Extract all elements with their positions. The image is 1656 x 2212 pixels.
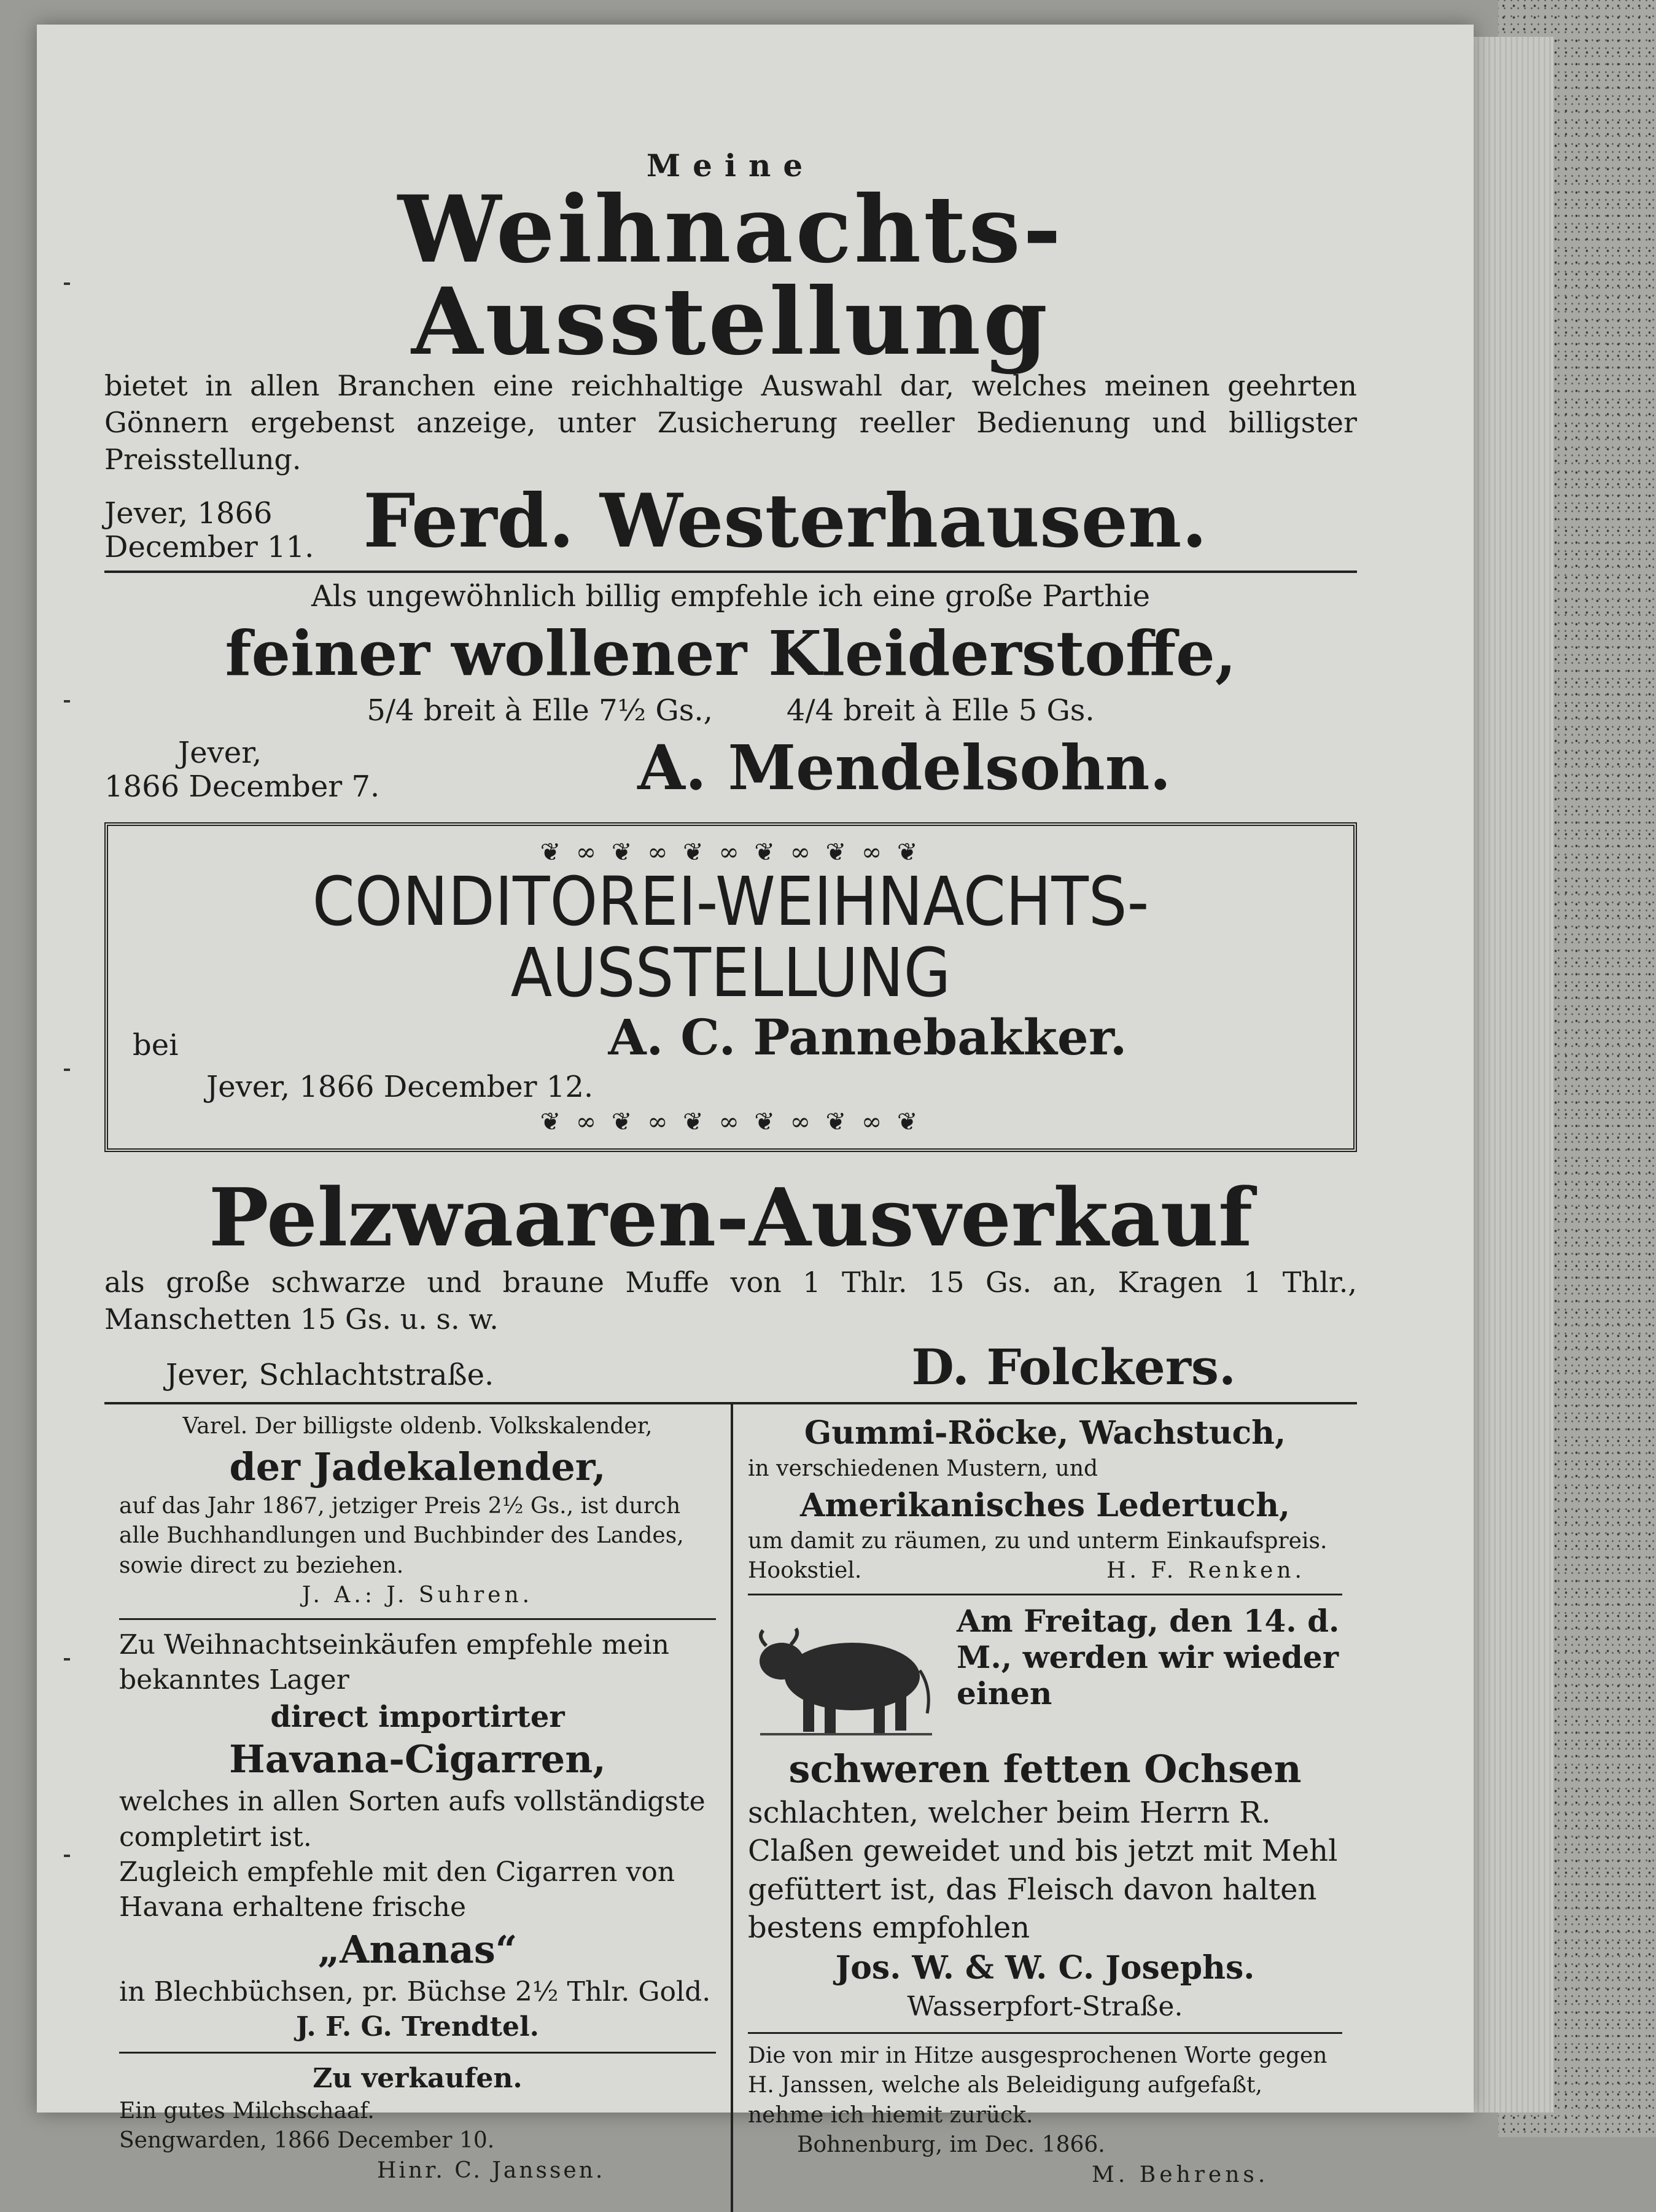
- ad-signature: J. A.: J. Suhren.: [301, 1583, 534, 1608]
- page-content: [104, 147, 1357, 2212]
- ad-text: bietet in allen Branchen eine reichhaltige Auswahl dar, welches meinen geehrten Gönnern ergebenst anzeige, unter Zusicherung reeller Bedienung und billigster Preisstellung.: [104, 369, 1357, 476]
- page-edges: [1474, 37, 1553, 2113]
- ad-prices: [104, 690, 1357, 731]
- binding-stitch: [64, 1855, 70, 1857]
- ad-signature: J. F. G. Trendtel.: [296, 2011, 539, 2043]
- left-column: [104, 1404, 731, 2212]
- ad-place: Hookstiel.: [748, 1558, 862, 1584]
- ad-street: Wasserpfort-Straße.: [907, 1991, 1183, 2023]
- ad-kicker: Meine: [646, 147, 815, 184]
- ad-headline: feiner wollener Kleiderstoffe,: [225, 617, 1237, 690]
- ad-text: in verschiedenen Mustern, und: [748, 1455, 1098, 1481]
- ad-place-date: Jever, 1866 December 12.: [206, 1070, 594, 1105]
- ad-place-date: Sengwarden, 1866 December 10.: [119, 2128, 495, 2154]
- ad-place-date: [104, 497, 314, 564]
- ad-text: Zugleich empfehle mit den Cigarren von Havana erhaltene frische: [119, 1856, 675, 1923]
- ad-text: Die von mir in Hitze ausgesprochenen Worte gegen H. Janssen, welche als Beleidigung aufgefaßt, nehme ich hiemit zurück.: [748, 2043, 1328, 2128]
- binding-stitch: [64, 282, 70, 285]
- ad-place: Jever, Schlachtstraße.: [166, 1357, 494, 1392]
- ad-footer: [748, 1556, 1342, 1586]
- ad-bei: bei: [133, 1028, 179, 1063]
- binding-stitch: [64, 1069, 70, 1071]
- binding-stitch: [64, 700, 70, 703]
- ad-title-ananas: „Ananas“: [317, 1927, 518, 1972]
- ad-place: Jever,: [178, 736, 262, 771]
- ad-zu-verkaufen: [119, 2061, 716, 2193]
- ad-title: Gummi-Röcke, Wachstuch,: [804, 1414, 1286, 1452]
- ad-footer: [133, 1008, 1329, 1066]
- ad-signature: M. Behrens.: [1092, 2162, 1269, 2187]
- ad-title: Zu verkaufen.: [313, 2063, 523, 2095]
- right-column: [731, 1404, 1357, 2212]
- ornament-border-top: ❦ ∞ ❦ ∞ ❦ ∞ ❦ ∞ ❦ ∞ ❦: [540, 838, 922, 867]
- ad-title: Amerikanisches Ledertuch,: [800, 1486, 1290, 1524]
- ad-jadekalender: [119, 1412, 716, 1620]
- ornament-border-bottom: ❦ ∞ ❦ ∞ ❦ ∞ ❦ ∞ ❦ ∞ ❦: [540, 1108, 922, 1137]
- ad-intro: Als ungewöhnlich billig empfehle ich eine große Parthie: [311, 579, 1150, 614]
- ad-text: um damit zu räumen, zu und unterm Einkaufspreis.: [748, 1528, 1328, 1554]
- two-column-ads: [104, 1402, 1357, 2212]
- ad-title: Weihnachts-Ausstellung: [397, 176, 1064, 376]
- ad-place-date: [104, 736, 379, 804]
- ad-conditorei-frame: [104, 822, 1357, 1152]
- ad-footer: [104, 1338, 1357, 1396]
- price-a: 5/4 breit à Elle 7½ Gs.,: [367, 693, 713, 728]
- price-b: 4/4 breit à Elle 5 Gs.: [786, 693, 1095, 728]
- ad-date: December 11.: [104, 530, 314, 565]
- ad-signature: D. Folckers.: [911, 1338, 1236, 1396]
- ad-gummi-roecke: [748, 1414, 1342, 1595]
- ad-havana-cigarren: [119, 1627, 716, 2054]
- ad-title: schweren fetten Ochsen: [788, 1746, 1302, 1791]
- binding-stitch: [64, 1658, 70, 1661]
- ad-text: welches in allen Sorten aufs vollständigste completirt ist.: [119, 1786, 706, 1853]
- ad-signature: Ferd. Westerhausen.: [363, 478, 1208, 565]
- ad-text: Ein gutes Milchschaaf.: [119, 2098, 375, 2124]
- ad-title: der Jadekalender,: [229, 1444, 606, 1489]
- ad-headline-line2: AUSSTELLUNG: [510, 933, 951, 1012]
- ad-weihnachts-ausstellung: [104, 147, 1357, 564]
- ad-signature: A. C. Pannebakker.: [608, 1008, 1127, 1067]
- ad-text: in Blechbüchsen, pr. Büchse 2½ Thlr. Gold.: [119, 1976, 711, 2008]
- ad-intro: Zu Weihnachtseinkäufen empfehle mein bekanntes Lager: [119, 1629, 669, 1696]
- ad-intro: Varel. Der billigste oldenb. Volkskalender,: [182, 1413, 653, 1439]
- ad-signature: Hinr. C. Janssen.: [377, 2157, 605, 2183]
- ad-title: Havana-Cigarren,: [229, 1737, 606, 1782]
- ad-ochsen: [748, 1603, 1342, 2034]
- ad-kleiderstoffe: [104, 579, 1357, 804]
- ad-signature: Jos. W. & W. C. Josephs.: [835, 1949, 1255, 1987]
- ad-subtitle: direct importirter: [270, 1700, 565, 1735]
- divider: [104, 571, 1357, 573]
- ad-place: Jever, 1866: [104, 496, 273, 531]
- ad-title: Pelzwaaren-Ausverkauf: [208, 1170, 1253, 1265]
- ad-date: 1866 December 7.: [104, 769, 380, 804]
- ad-behrens: [748, 2041, 1342, 2198]
- ad-headline-line1: CONDITOREI-WEIHNACHTS-: [312, 862, 1149, 941]
- ad-intro: Am Freitag, den 14. d. M., werden wir wieder einen: [957, 1602, 1340, 1712]
- ad-text: als große schwarze und braune Muffe von 1 Thlr. 15 Gs. an, Kragen 1 Thlr., Manschetten 15 Gs. u. s. w.: [104, 1266, 1357, 1336]
- ad-footer: [104, 478, 1357, 564]
- ad-text: schlachten, welcher beim Herrn R. Claßen geweidet und bis jetzt mit Mehl gefüttert ist, das Fleisch davon halten bestens empfohlen: [748, 1795, 1338, 1945]
- ad-footer: [104, 731, 1357, 804]
- ad-signature: A. Mendelsohn.: [637, 731, 1172, 804]
- ox-illustration: [748, 1603, 944, 1744]
- ad-signature: H. F. Renken.: [1106, 1558, 1305, 1584]
- ad-pelzwaaren: [104, 1170, 1357, 1396]
- ad-text: auf das Jahr 1867, jetziger Preis 2½ Gs., ist durch alle Buchhandlungen und Buchbinder des Landes, sowie direct zu beziehen.: [119, 1493, 684, 1578]
- ad-place-date: Bohnenburg, im Dec. 1866.: [797, 2132, 1105, 2158]
